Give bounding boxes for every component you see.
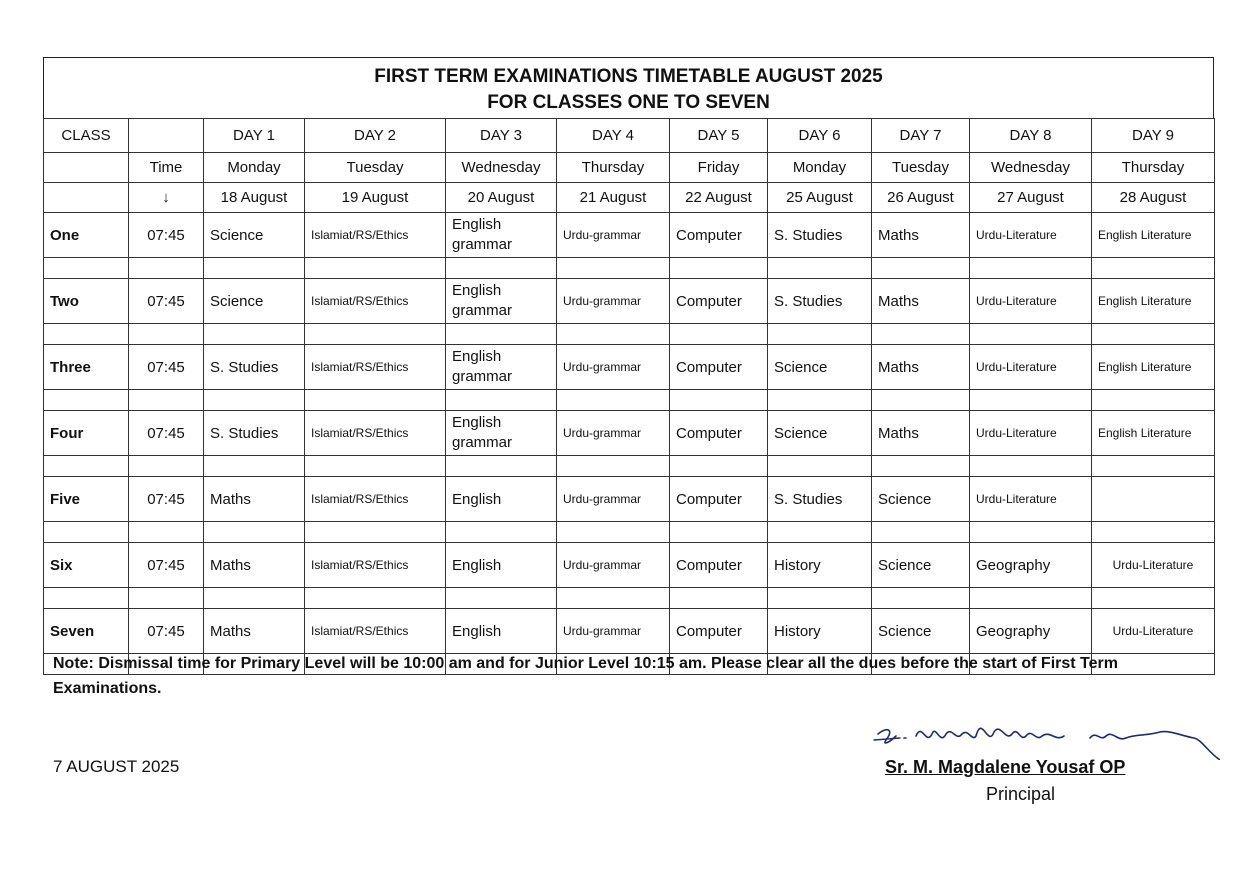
subject-cell: Islamiat/RS/Ethics bbox=[305, 543, 446, 588]
empty-cell bbox=[204, 456, 305, 477]
subject-cell: S. Studies bbox=[204, 411, 305, 456]
weekday-header: Tuesday bbox=[872, 153, 970, 183]
empty-cell bbox=[446, 258, 557, 279]
empty-cell bbox=[305, 522, 446, 543]
table-row bbox=[44, 609, 1215, 654]
subject-cell: S. Studies bbox=[204, 345, 305, 390]
subject-cell: Maths bbox=[872, 411, 970, 456]
empty-cell bbox=[305, 390, 446, 411]
empty-cell bbox=[204, 522, 305, 543]
spacer-row bbox=[44, 324, 1215, 345]
empty-cell bbox=[204, 258, 305, 279]
subject-cell: Urdu-grammar bbox=[557, 543, 670, 588]
subject-cell: Computer bbox=[670, 411, 768, 456]
empty-cell bbox=[970, 588, 1092, 609]
subject-cell: Islamiat/RS/Ethics bbox=[305, 279, 446, 324]
exam-time: 07:45 bbox=[129, 213, 204, 258]
date-header: 19 August bbox=[305, 183, 446, 213]
empty-cell bbox=[305, 258, 446, 279]
subject-cell: Urdu-Literature bbox=[970, 345, 1092, 390]
empty-cell bbox=[768, 522, 872, 543]
empty-cell bbox=[1092, 522, 1215, 543]
weekday-header: Monday bbox=[204, 153, 305, 183]
signatory-title: Principal bbox=[986, 784, 1056, 804]
empty-cell bbox=[557, 324, 670, 345]
subject-cell: Urdu-grammar bbox=[557, 477, 670, 522]
empty-cell bbox=[670, 390, 768, 411]
timetable-table bbox=[43, 118, 1215, 675]
subject-cell: Urdu-Literature bbox=[1092, 543, 1215, 588]
subject-cell: Islamiat/RS/Ethics bbox=[305, 345, 446, 390]
subject-cell: Maths bbox=[204, 477, 305, 522]
empty-cell bbox=[44, 258, 129, 279]
empty-cell bbox=[557, 522, 670, 543]
weekday-header: Friday bbox=[670, 153, 768, 183]
weekday-header: Tuesday bbox=[305, 153, 446, 183]
subject-cell: English grammar bbox=[446, 345, 557, 390]
subject-cell: Geography bbox=[970, 609, 1092, 654]
day-header: DAY 7 bbox=[872, 119, 970, 153]
subject-cell: Urdu-grammar bbox=[557, 609, 670, 654]
day-header: DAY 5 bbox=[670, 119, 768, 153]
empty-cell bbox=[670, 588, 768, 609]
exam-time: 07:45 bbox=[129, 279, 204, 324]
empty-cell bbox=[970, 258, 1092, 279]
date-header: 22 August bbox=[670, 183, 768, 213]
empty-cell bbox=[129, 258, 204, 279]
weekday-header: Wednesday bbox=[446, 153, 557, 183]
page-title: FIRST TERM EXAMINATIONS TIMETABLE AUGUST 2025 bbox=[374, 66, 883, 87]
empty-cell bbox=[446, 324, 557, 345]
down-arrow-icon: ↓ bbox=[129, 183, 204, 213]
empty-cell bbox=[670, 522, 768, 543]
day-header: DAY 8 bbox=[970, 119, 1092, 153]
empty-cell bbox=[44, 522, 129, 543]
empty-cell bbox=[446, 522, 557, 543]
subject-cell: English bbox=[446, 543, 557, 588]
subject-cell: English grammar bbox=[446, 279, 557, 324]
subject-cell: Science bbox=[872, 477, 970, 522]
subject-cell: Urdu-Literature bbox=[970, 411, 1092, 456]
day-header: DAY 6 bbox=[768, 119, 872, 153]
table-row bbox=[44, 411, 1215, 456]
header-row-dates bbox=[44, 183, 1215, 213]
empty-cell bbox=[872, 258, 970, 279]
spacer-row bbox=[44, 258, 1215, 279]
date-header: 18 August bbox=[204, 183, 305, 213]
subject-cell: English Literature bbox=[1092, 411, 1215, 456]
empty-cell bbox=[557, 588, 670, 609]
subject-cell: Urdu-grammar bbox=[557, 213, 670, 258]
class-name: Six bbox=[44, 543, 129, 588]
subject-cell: Computer bbox=[670, 279, 768, 324]
empty-cell bbox=[1092, 456, 1215, 477]
subject-cell: Science bbox=[872, 609, 970, 654]
subject-cell: Science bbox=[768, 345, 872, 390]
date-header: 21 August bbox=[557, 183, 670, 213]
empty-cell bbox=[44, 588, 129, 609]
empty-cell bbox=[872, 390, 970, 411]
empty-cell bbox=[872, 588, 970, 609]
spacer-row bbox=[44, 588, 1215, 609]
empty-cell bbox=[872, 456, 970, 477]
subject-cell: Islamiat/RS/Ethics bbox=[305, 411, 446, 456]
subject-cell: English bbox=[446, 477, 557, 522]
subject-cell: Computer bbox=[670, 543, 768, 588]
empty-cell bbox=[204, 390, 305, 411]
date-header: 20 August bbox=[446, 183, 557, 213]
empty-cell bbox=[557, 456, 670, 477]
subject-cell: History bbox=[768, 543, 872, 588]
empty-cell bbox=[970, 324, 1092, 345]
handwritten-signature bbox=[860, 712, 1220, 760]
subject-cell: Maths bbox=[872, 279, 970, 324]
subject-cell: English Literature bbox=[1092, 279, 1215, 324]
exam-time: 07:45 bbox=[129, 609, 204, 654]
empty-cell bbox=[872, 324, 970, 345]
empty-cell bbox=[44, 456, 129, 477]
exam-time: 07:45 bbox=[129, 411, 204, 456]
subject-cell: Computer bbox=[670, 477, 768, 522]
empty-cell bbox=[970, 456, 1092, 477]
subject-cell: English Literature bbox=[1092, 345, 1215, 390]
subject-cell: Urdu-grammar bbox=[557, 411, 670, 456]
empty-cell bbox=[1092, 588, 1215, 609]
subject-cell: S. Studies bbox=[768, 477, 872, 522]
subject-cell: S. Studies bbox=[768, 279, 872, 324]
subject-cell: Science bbox=[204, 213, 305, 258]
weekday-header: Wednesday bbox=[970, 153, 1092, 183]
empty-cell bbox=[305, 456, 446, 477]
subject-cell: Islamiat/RS/Ethics bbox=[305, 477, 446, 522]
subject-cell: Computer bbox=[670, 345, 768, 390]
subject-cell: Maths bbox=[204, 609, 305, 654]
empty-cell bbox=[44, 390, 129, 411]
subject-cell: Maths bbox=[872, 345, 970, 390]
spacer-row bbox=[44, 390, 1215, 411]
table-row bbox=[44, 279, 1215, 324]
subject-cell: English grammar bbox=[446, 411, 557, 456]
dismissal-note: Note: Dismissal time for Primary Level will be 10:00 am and for Junior Level 10:15 am. Please clear all the dues before the start of First Term Examinations. bbox=[53, 655, 1118, 697]
header-row-days bbox=[44, 119, 1215, 153]
subject-cell: Urdu-Literature bbox=[1092, 609, 1215, 654]
empty-cell bbox=[872, 522, 970, 543]
table-row bbox=[44, 477, 1215, 522]
spacer-row bbox=[44, 456, 1215, 477]
exam-time: 07:45 bbox=[129, 543, 204, 588]
class-name: Four bbox=[44, 411, 129, 456]
subject-cell: English Literature bbox=[1092, 213, 1215, 258]
empty-cell bbox=[768, 258, 872, 279]
empty-cell bbox=[768, 588, 872, 609]
table-row bbox=[44, 543, 1215, 588]
empty-cell bbox=[129, 522, 204, 543]
class-header: CLASS bbox=[44, 119, 129, 153]
empty-cell bbox=[768, 456, 872, 477]
empty-cell bbox=[129, 456, 204, 477]
empty-cell bbox=[44, 324, 129, 345]
date-header: 25 August bbox=[768, 183, 872, 213]
page-subtitle: FOR CLASSES ONE TO SEVEN bbox=[487, 92, 770, 113]
issue-date: 7 AUGUST 2025 bbox=[53, 757, 180, 776]
empty-cell bbox=[446, 456, 557, 477]
date-header: 26 August bbox=[872, 183, 970, 213]
empty-cell bbox=[129, 588, 204, 609]
class-name: Three bbox=[44, 345, 129, 390]
date-header: 27 August bbox=[970, 183, 1092, 213]
subject-cell: Computer bbox=[670, 213, 768, 258]
subject-cell: Urdu-Literature bbox=[970, 477, 1092, 522]
empty-cell bbox=[129, 324, 204, 345]
empty-cell bbox=[305, 324, 446, 345]
subject-cell: Maths bbox=[204, 543, 305, 588]
blank-header-cell bbox=[44, 183, 129, 213]
spacer-row bbox=[44, 522, 1215, 543]
day-header: DAY 9 bbox=[1092, 119, 1215, 153]
subject-cell: Maths bbox=[872, 213, 970, 258]
subject-cell: Urdu-Literature bbox=[970, 213, 1092, 258]
empty-cell bbox=[768, 390, 872, 411]
day-header: DAY 1 bbox=[204, 119, 305, 153]
subject-cell: English bbox=[446, 609, 557, 654]
subject-cell: Geography bbox=[970, 543, 1092, 588]
empty-cell bbox=[670, 324, 768, 345]
empty-cell bbox=[970, 390, 1092, 411]
day-header: DAY 2 bbox=[305, 119, 446, 153]
empty-cell bbox=[446, 588, 557, 609]
subject-cell bbox=[1092, 477, 1215, 522]
subject-cell: Science bbox=[204, 279, 305, 324]
empty-cell bbox=[446, 390, 557, 411]
subject-cell: Islamiat/RS/Ethics bbox=[305, 213, 446, 258]
exam-time: 07:45 bbox=[129, 345, 204, 390]
empty-cell bbox=[204, 588, 305, 609]
day-header: DAY 3 bbox=[446, 119, 557, 153]
class-name: Five bbox=[44, 477, 129, 522]
empty-cell bbox=[557, 258, 670, 279]
empty-cell bbox=[670, 258, 768, 279]
class-name: Two bbox=[44, 279, 129, 324]
subject-cell: Computer bbox=[670, 609, 768, 654]
subject-cell: History bbox=[768, 609, 872, 654]
empty-cell bbox=[1092, 390, 1215, 411]
weekday-header: Thursday bbox=[557, 153, 670, 183]
empty-cell bbox=[557, 390, 670, 411]
timetable-sheet bbox=[43, 57, 1214, 675]
header-row-weekdays bbox=[44, 153, 1215, 183]
table-row bbox=[44, 345, 1215, 390]
table-row bbox=[44, 213, 1215, 258]
subject-cell: Islamiat/RS/Ethics bbox=[305, 609, 446, 654]
subject-cell: Urdu-Literature bbox=[970, 279, 1092, 324]
empty-cell bbox=[129, 390, 204, 411]
empty-cell bbox=[670, 456, 768, 477]
date-header: 28 August bbox=[1092, 183, 1215, 213]
class-name: One bbox=[44, 213, 129, 258]
signatory-name: Sr. M. Magdalene Yousaf OP bbox=[885, 757, 1126, 777]
subject-cell: S. Studies bbox=[768, 213, 872, 258]
subject-cell: Urdu-grammar bbox=[557, 279, 670, 324]
empty-cell bbox=[305, 588, 446, 609]
empty-cell bbox=[768, 324, 872, 345]
empty-cell bbox=[1092, 258, 1215, 279]
day-header: DAY 4 bbox=[557, 119, 670, 153]
empty-cell bbox=[204, 324, 305, 345]
blank-header-cell bbox=[129, 119, 204, 153]
blank-header-cell bbox=[44, 153, 129, 183]
empty-cell bbox=[1092, 324, 1215, 345]
time-header: Time bbox=[129, 153, 204, 183]
subject-cell: Science bbox=[768, 411, 872, 456]
subject-cell: Urdu-grammar bbox=[557, 345, 670, 390]
subject-cell: Science bbox=[872, 543, 970, 588]
class-name: Seven bbox=[44, 609, 129, 654]
title-box bbox=[43, 57, 1214, 118]
empty-cell bbox=[970, 522, 1092, 543]
exam-time: 07:45 bbox=[129, 477, 204, 522]
weekday-header: Thursday bbox=[1092, 153, 1215, 183]
weekday-header: Monday bbox=[768, 153, 872, 183]
subject-cell: English grammar bbox=[446, 213, 557, 258]
